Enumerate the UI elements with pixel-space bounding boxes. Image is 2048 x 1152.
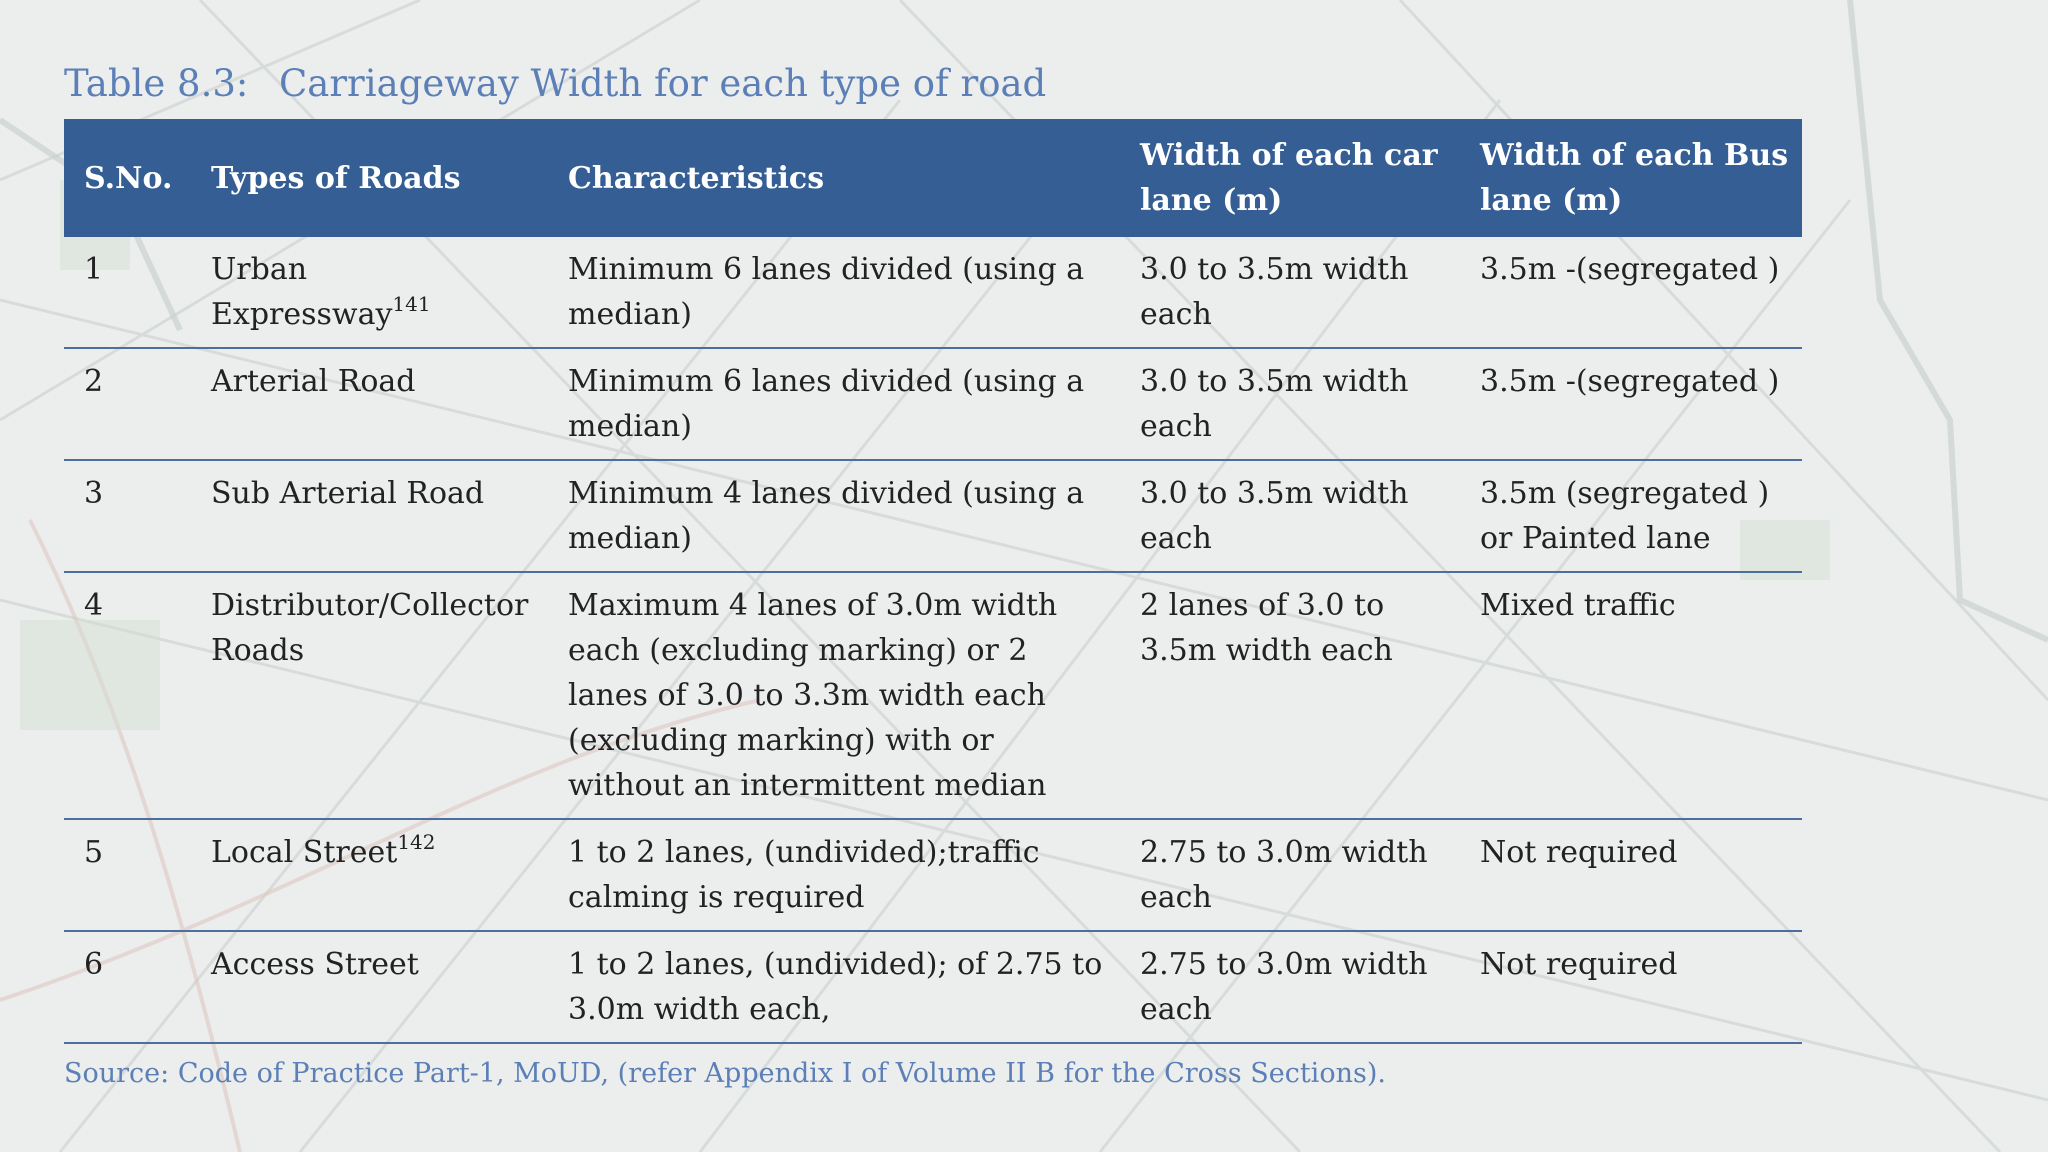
road-type-text: Sub Arterial Road — [211, 476, 485, 511]
cell-road-type — [191, 460, 548, 572]
cell-road-type — [191, 572, 548, 819]
table-row — [64, 460, 1802, 572]
carriageway-width-table — [64, 119, 1802, 1044]
road-type-text: Urban Expressway — [211, 252, 393, 332]
cell-bus-lane-width: 3.5m -(segregated ) — [1480, 364, 1780, 399]
table-row — [64, 237, 1802, 348]
table-title — [64, 62, 1046, 105]
cell-characteristics: Minimum 4 lanes divided (using a median) — [568, 476, 1085, 556]
cell-car-lane-width: 2 lanes of 3.0 to 3.5m width each — [1140, 588, 1393, 668]
cell-sno: 3 — [84, 476, 104, 511]
source-note: Source: Code of Practice Part-1, MoUD, (refer Appendix I of Volume II B for the Cross Sections). — [64, 1058, 1386, 1089]
cell-bus-lane-width: Not required — [1480, 835, 1678, 870]
header-bus-lane-width: Width of each Bus lane (m) — [1480, 138, 1789, 218]
table-row — [64, 931, 1802, 1043]
table-caption: Carriageway Width for each type of road — [279, 62, 1047, 105]
footnote-ref: 142 — [397, 830, 436, 854]
cell-road-type — [191, 348, 548, 460]
road-type-text: Access Street — [211, 947, 419, 982]
table-number: Table 8.3: — [64, 62, 249, 105]
cell-characteristics: Minimum 6 lanes divided (using a median) — [568, 364, 1085, 444]
cell-characteristics: 1 to 2 lanes, (undivided); of 2.75 to 3.0m width each, — [568, 947, 1103, 1027]
cell-road-type — [191, 931, 548, 1043]
cell-characteristics: Maximum 4 lanes of 3.0m width each (excluding marking) or 2 lanes of 3.0 to 3.3m width each (excluding marking) with or without an intermittent median — [568, 588, 1058, 803]
road-type-text: Local Street — [211, 835, 398, 870]
cell-characteristics: 1 to 2 lanes, (undivided);traffic calming is required — [568, 835, 1040, 915]
cell-road-type — [191, 237, 548, 348]
cell-sno: 6 — [84, 947, 104, 982]
road-type-text: Distributor/Collector Roads — [211, 588, 529, 668]
cell-road-type — [191, 819, 548, 931]
header-road-type: Types of Roads — [211, 160, 461, 196]
footnote-ref: 141 — [392, 292, 431, 316]
table-row — [64, 572, 1802, 819]
table-header-row — [64, 119, 1802, 237]
table-row — [64, 819, 1802, 931]
cell-sno: 5 — [84, 835, 104, 870]
road-type-text: Arterial Road — [211, 364, 416, 399]
cell-bus-lane-width: Mixed traffic — [1480, 588, 1676, 623]
table-row — [64, 348, 1802, 460]
header-sno: S.No. — [84, 160, 173, 196]
cell-bus-lane-width: 3.5m -(segregated ) — [1480, 252, 1780, 287]
cell-bus-lane-width: Not required — [1480, 947, 1678, 982]
cell-sno: 2 — [84, 364, 104, 399]
cell-characteristics: Minimum 6 lanes divided (using a median) — [568, 252, 1085, 332]
cell-bus-lane-width: 3.5m (segregated ) or Painted lane — [1480, 476, 1770, 556]
cell-sno: 1 — [84, 252, 104, 287]
header-characteristics: Characteristics — [568, 160, 825, 196]
cell-car-lane-width: 3.0 to 3.5m width each — [1140, 364, 1409, 444]
cell-car-lane-width: 2.75 to 3.0m width each — [1140, 947, 1428, 1027]
header-car-lane-width: Width of each car lane (m) — [1140, 138, 1438, 218]
cell-car-lane-width: 3.0 to 3.5m width each — [1140, 476, 1409, 556]
cell-car-lane-width: 2.75 to 3.0m width each — [1140, 835, 1428, 915]
cell-sno: 4 — [84, 588, 104, 623]
cell-car-lane-width: 3.0 to 3.5m width each — [1140, 252, 1409, 332]
